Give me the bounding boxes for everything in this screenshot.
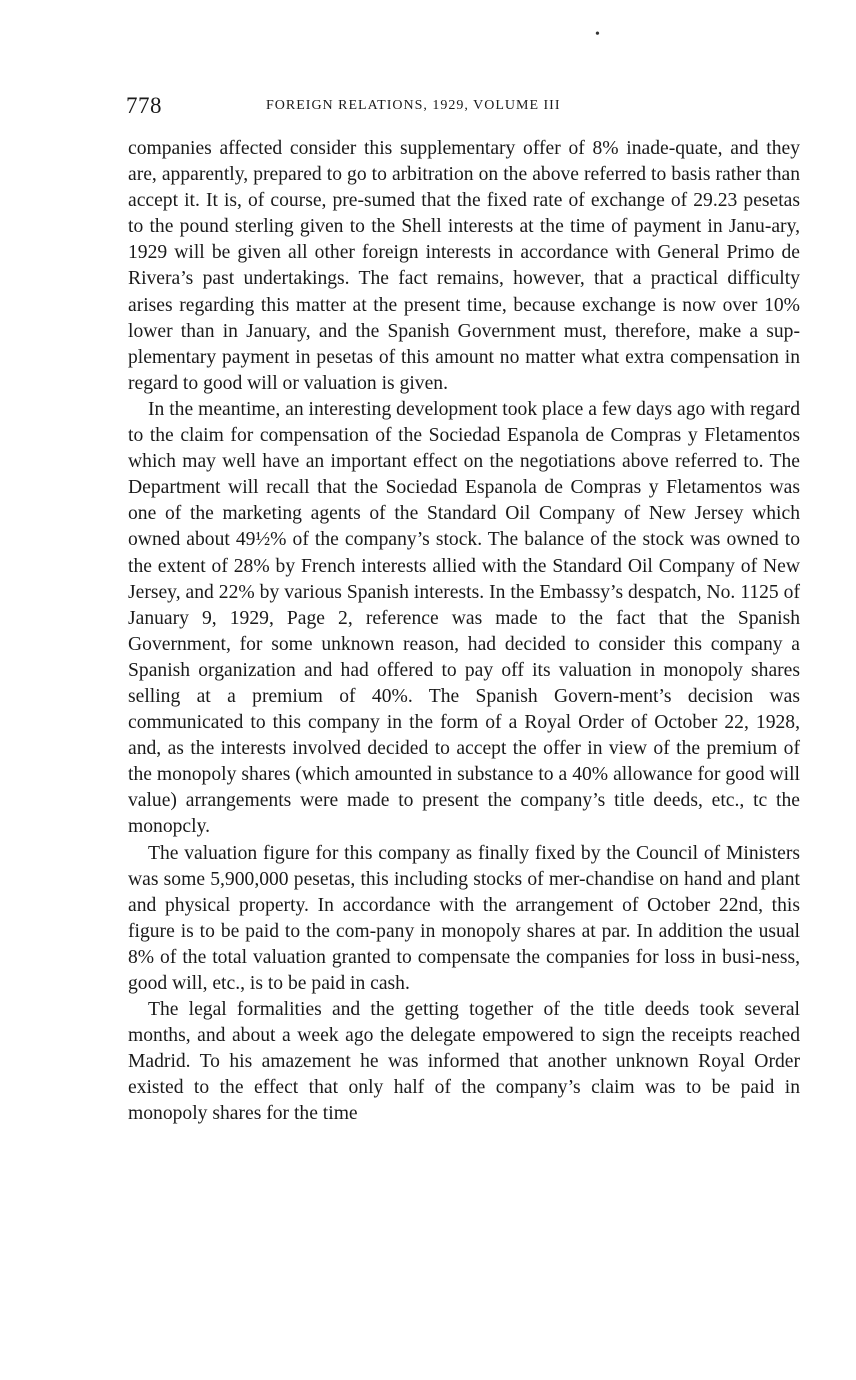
- paragraph-2: In the meantime, an interesting development took place a few days ago with regard to the claim for compensation of the Sociedad Espanola de Compras y Fletamentos which may well have an important effect on the negotiations above referred to. The Department will recall that the Sociedad Espanola de Compras y Fletamentos was one of the marketing agents of the Standard Oil Company of New Jersey which owned about 49½% of the company’s stock. The balance of the stock was owned to the extent of 28% by French interests allied with the Standard Oil Company of New Jersey, and 22% by various Spanish interests. In the Embassy’s despatch, No. 1125 of January 9, 1929, Page 2, reference was made to the fact that the Spanish Government, for some unknown reason, had decided to consider this company a Spanish organization and had offered to pay off its valuation in monopoly shares selling at a premium of 40%. The Spanish Govern-ment’s decision was communicated to this company in the form of a Royal Order of October 22, 1928, and, as the interests involved decided to accept the offer in view of the premium of the monopoly shares (which amounted in substance to a 40% allowance for good will value) arrangements were made to present the company’s title deeds, etc., tc the monopcly.: [128, 398, 800, 838]
- paragraph-1: companies affected consider this supplementary offer of 8% inade-quate, and they are, apparently, prepared to go to arbitration on the above referred to basis rather than accept it. It is, of course, pre-sumed that the fixed rate of exchange of 29.23 pesetas to the pound sterling given to the Shell interests at the time of payment in Janu-ary, 1929 will be given all other foreign interests in accordance with General Primo de Rivera’s past undertakings. The fact remains, however, that a practical difficulty arises regarding this matter at the present time, because exchange is now over 10% lower than in January, and the Spanish Government must, therefore, make a sup-plementary payment in pesetas of this amount no matter what extra compensation in regard to good will or valuation is given.: [128, 138, 800, 394]
- paragraph-3: The valuation figure for this company as finally fixed by the Council of Ministers was some 5,900,000 pesetas, this including stocks of mer-chandise on hand and plant and physical property. In accordance with the arrangement of October 22nd, this figure is to be paid to the com-pany in monopoly shares at par. In addition the usual 8% of the total valuation granted to compensate the companies for loss in busi-ness, good will, etc., is to be paid in cash.: [128, 842, 800, 994]
- page-number: 778: [126, 93, 162, 118]
- stray-mark: •: [595, 27, 600, 42]
- page-header: [126, 92, 800, 120]
- body-text: [128, 136, 800, 1128]
- paragraph-4: The legal formalities and the getting together of the title deeds took several months, and about a week ago the delegate empowered to sign the receipts reached Madrid. To his amazement he was informed that another unknown Royal Order existed to the effect that only half of the company’s claim was to be paid in monopoly shares for the time: [128, 999, 800, 1125]
- running-title: FOREIGN RELATIONS, 1929, VOLUME III: [266, 98, 561, 113]
